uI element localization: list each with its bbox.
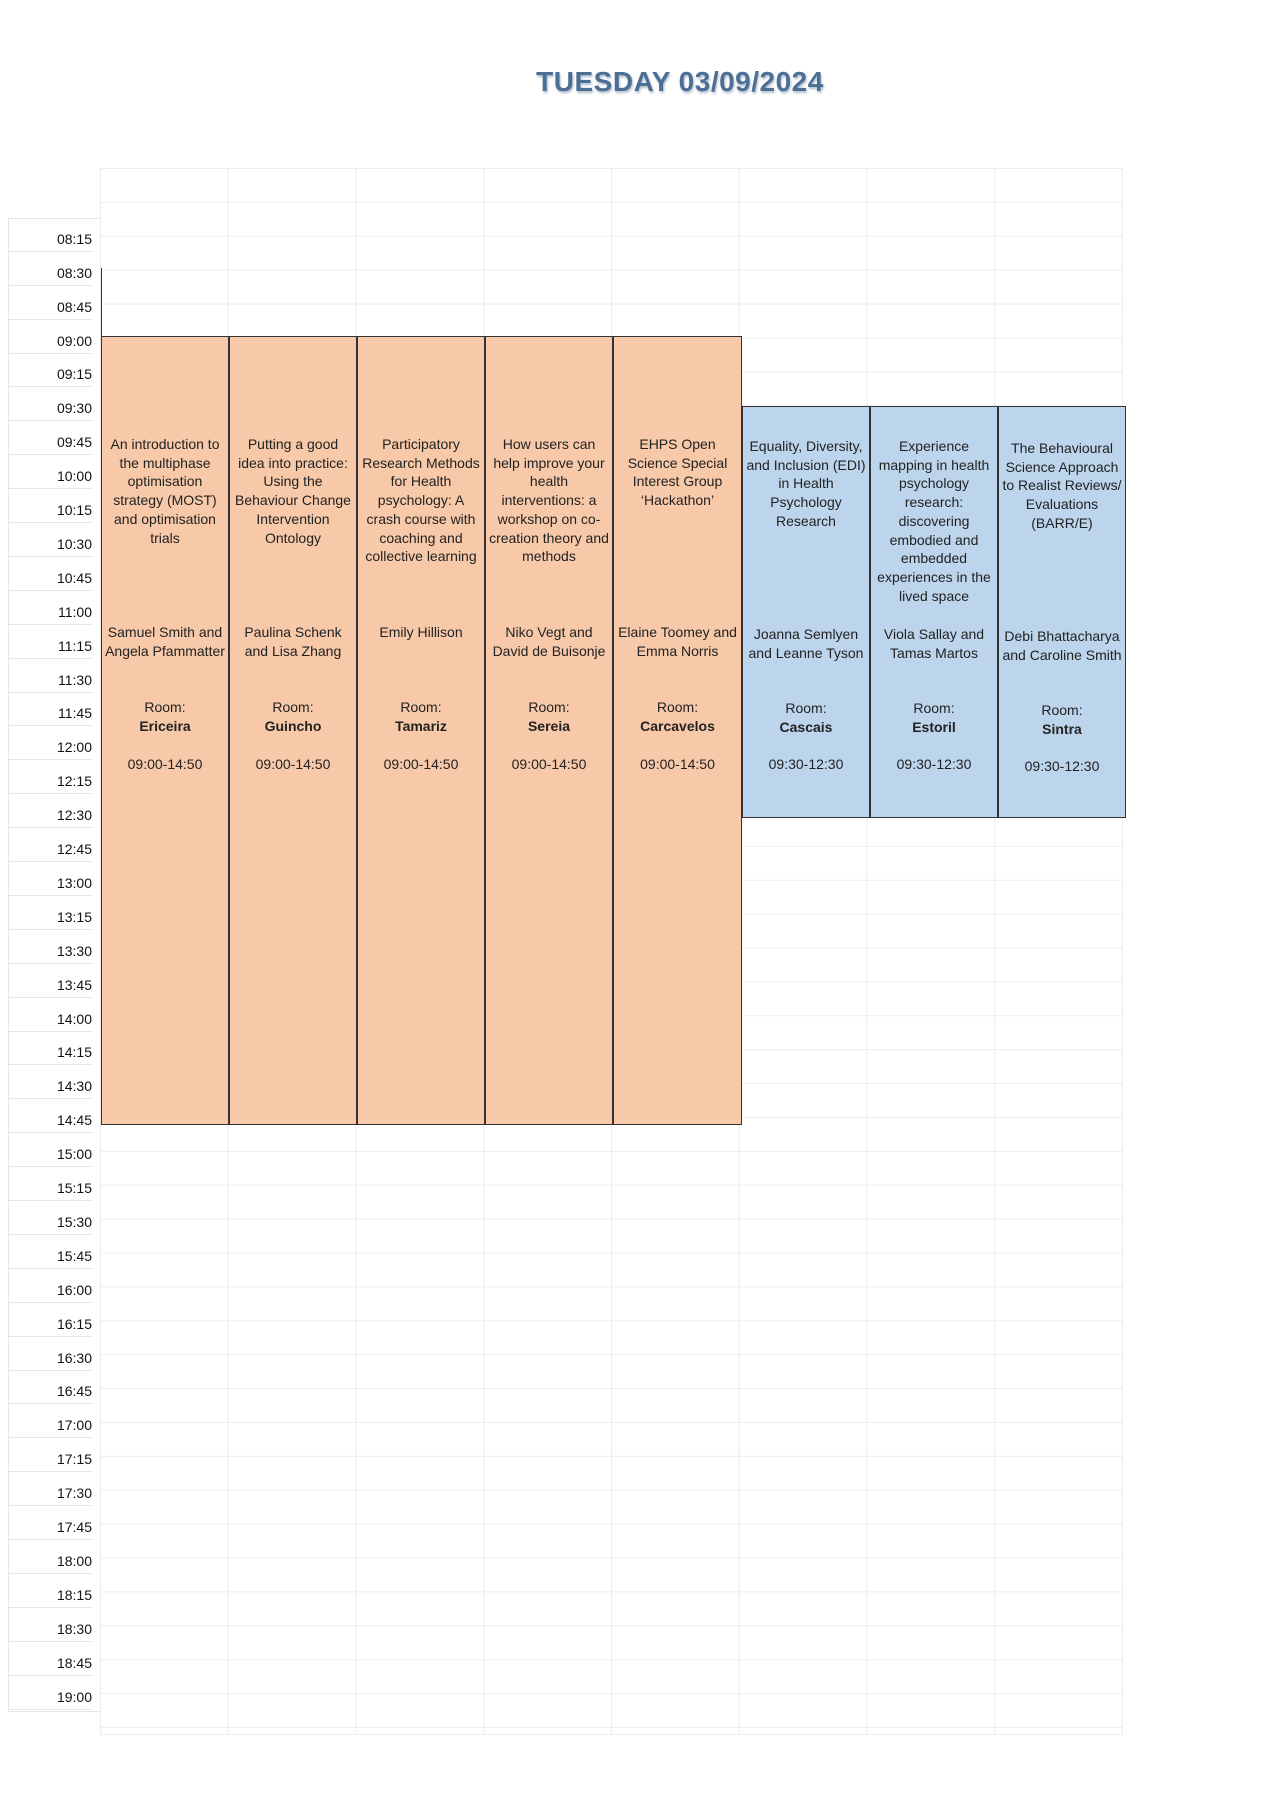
time-label	[8, 1676, 92, 1710]
time-label-text: 17:00	[56, 1417, 92, 1434]
time-label-text: 16:30	[56, 1349, 92, 1366]
time-label	[8, 286, 92, 320]
time-label	[8, 1235, 92, 1269]
time-label	[8, 896, 92, 930]
time-label-text: 10:15	[56, 502, 92, 519]
time-label	[8, 625, 92, 659]
room-label: Room:	[1041, 702, 1083, 718]
session-room	[105, 698, 225, 735]
time-label-text: 10:45	[56, 569, 92, 586]
time-label-text: 18:00	[56, 1552, 92, 1569]
room-name: Carcavelos	[640, 717, 715, 734]
time-label	[8, 1269, 92, 1303]
time-label	[8, 388, 92, 422]
time-label-text: 12:15	[56, 773, 92, 790]
room-name: Tamariz	[395, 717, 447, 734]
time-label	[8, 1371, 92, 1405]
time-label-text: 12:30	[56, 807, 92, 824]
time-label	[8, 964, 92, 998]
session-time: 09:00-14:50	[127, 756, 203, 772]
grid-divider	[101, 268, 102, 336]
time-label-text: 17:30	[56, 1485, 92, 1502]
time-label-text: 08:45	[56, 298, 92, 315]
session-room	[617, 698, 738, 735]
time-label-text: 18:15	[56, 1586, 92, 1603]
time-label	[8, 1438, 92, 1472]
time-label-text: 18:30	[56, 1620, 92, 1637]
session-time: 09:30-12:30	[896, 756, 972, 772]
time-label-text: 11:15	[58, 637, 92, 654]
room-name: Sintra	[1042, 720, 1082, 737]
time-label	[8, 1099, 92, 1133]
time-label-text: 12:45	[56, 841, 92, 858]
time-label-text: 08:15	[56, 230, 92, 247]
session-presenters: Paulina Schenk and Lisa Zhang	[244, 624, 342, 659]
time-label-text: 13:30	[56, 942, 92, 959]
time-label	[8, 727, 92, 761]
session-card-edi[interactable]	[742, 406, 870, 818]
session-title: Experience mapping in health psychology research: discovering embodied and embedded experiences in the lived space	[877, 438, 991, 604]
time-label	[8, 320, 92, 354]
time-label-text: 11:45	[58, 705, 92, 722]
session-presenters: Niko Vegt and David de Buisonje	[492, 624, 606, 659]
time-label	[8, 1133, 92, 1167]
time-label-text: 16:45	[56, 1383, 92, 1400]
session-time: 09:30-12:30	[768, 756, 844, 772]
session-title: How users can help improve your health interventions: a workshop on co-creation theory and methods	[489, 436, 609, 565]
session-room	[746, 699, 866, 736]
session-title: An introduction to the multiphase optimisation strategy (MOST) and optimisation trials	[110, 436, 220, 546]
time-label-text: 15:15	[56, 1180, 92, 1197]
time-label-text: 11:30	[58, 671, 92, 688]
room-name: Ericeira	[139, 717, 191, 734]
session-card-barre[interactable]	[998, 406, 1126, 818]
time-label	[8, 1032, 92, 1066]
time-label-text: 19:00	[56, 1688, 92, 1705]
time-label	[8, 1642, 92, 1676]
time-label-text: 09:45	[56, 434, 92, 451]
time-label	[8, 998, 92, 1032]
room-name: Sereia	[527, 717, 571, 734]
session-room	[1002, 701, 1122, 738]
time-label-text: 15:30	[56, 1213, 92, 1230]
time-label	[8, 1472, 92, 1506]
time-label	[8, 828, 92, 862]
time-label-text: 09:15	[56, 366, 92, 383]
session-title: Participatory Research Methods for Health psychology: A crash course with coaching and collective learning	[362, 436, 480, 565]
time-label-text: 09:30	[56, 400, 92, 417]
time-label	[8, 354, 92, 388]
session-card-bcio[interactable]	[229, 336, 357, 1125]
time-label-text: 13:15	[56, 908, 92, 925]
time-label	[8, 760, 92, 794]
time-label-text: 16:00	[56, 1281, 92, 1298]
room-name: Guincho	[264, 717, 322, 734]
session-time: 09:00-14:50	[640, 756, 715, 772]
time-label	[8, 794, 92, 828]
room-name: Cascais	[779, 718, 833, 735]
time-label	[8, 1574, 92, 1608]
time-label-text: 15:00	[56, 1146, 92, 1163]
session-time: 09:30-12:30	[1024, 758, 1100, 774]
time-label-text: 14:15	[56, 1044, 92, 1061]
session-presenters: Emily Hillison	[379, 624, 463, 640]
session-card-experience-mapping[interactable]	[870, 406, 998, 818]
time-label-text: 13:45	[56, 976, 92, 993]
session-time: 09:00-14:50	[511, 756, 587, 772]
time-label-text: 14:45	[56, 1112, 92, 1129]
time-label	[8, 1201, 92, 1235]
session-card-most[interactable]	[101, 336, 229, 1125]
session-room	[874, 699, 994, 736]
room-label: Room:	[656, 699, 699, 715]
session-title: The Behavioural Science Approach to Realist Reviews/ Evaluations (BARR/E)	[1002, 440, 1122, 531]
time-label	[8, 1066, 92, 1100]
time-label	[8, 1405, 92, 1439]
time-label-text: 16:15	[56, 1315, 92, 1332]
session-title: EHPS Open Science Special Interest Group ‘Hackathon’	[627, 436, 728, 509]
time-label-text: 17:45	[56, 1519, 92, 1536]
room-label: Room:	[400, 699, 442, 715]
time-label-text: 10:00	[56, 468, 92, 485]
session-presenters: Viola Sallay and Tamas Martos	[883, 626, 985, 661]
time-label	[8, 1167, 92, 1201]
time-label-text: 17:15	[56, 1451, 92, 1468]
session-time: 09:00-14:50	[255, 756, 331, 772]
session-time: 09:00-14:50	[383, 756, 459, 772]
session-presenters: Elaine Toomey and Emma Norris	[618, 624, 737, 659]
room-label: Room:	[272, 699, 314, 715]
time-label-text: 13:00	[56, 874, 92, 891]
time-label-text: 14:00	[56, 1010, 92, 1027]
session-card-hackathon[interactable]	[613, 336, 742, 1125]
time-label	[8, 693, 92, 727]
time-label-text: 10:30	[56, 535, 92, 552]
time-label-text: 08:30	[56, 264, 92, 281]
room-label: Room:	[913, 700, 955, 716]
time-label	[8, 659, 92, 693]
room-label: Room:	[785, 700, 827, 716]
time-label	[8, 1540, 92, 1574]
session-presenters: Joanna Semlyen and Leanne Tyson	[748, 626, 864, 661]
page-title: TUESDAY 03/09/2024	[536, 66, 824, 97]
session-room	[489, 698, 609, 735]
time-label	[8, 1303, 92, 1337]
session-room	[361, 698, 481, 735]
time-label	[8, 1506, 92, 1540]
time-label	[8, 523, 92, 557]
room-label: Room:	[528, 699, 570, 715]
time-label	[8, 455, 92, 489]
session-card-cocreation[interactable]	[485, 336, 613, 1125]
time-label	[8, 930, 92, 964]
room-name: Estoril	[912, 718, 956, 735]
time-label	[8, 862, 92, 896]
time-label	[8, 252, 92, 286]
session-title: Equality, Diversity, and Inclusion (EDI) in Health Psychology Research	[746, 438, 866, 529]
time-label	[8, 218, 92, 252]
time-label-text: 09:00	[56, 332, 92, 349]
session-card-participatory[interactable]	[357, 336, 485, 1125]
time-label	[8, 591, 92, 625]
time-label-text: 11:00	[58, 603, 92, 620]
time-label-text: 12:00	[56, 739, 92, 756]
time-label	[8, 557, 92, 591]
time-label-text: 15:45	[56, 1247, 92, 1264]
time-label-text: 14:30	[56, 1078, 92, 1095]
time-label	[8, 1337, 92, 1371]
time-label-text: 18:45	[56, 1654, 92, 1671]
session-title: Putting a good idea into practice: Using the Behaviour Change Intervention Ontology	[235, 436, 351, 546]
time-label	[8, 421, 92, 455]
time-label	[8, 1608, 92, 1642]
time-label	[8, 489, 92, 523]
session-presenters: Samuel Smith and Angela Pfammatter	[105, 624, 225, 659]
session-room	[233, 698, 353, 735]
session-presenters: Debi Bhattacharya and Caroline Smith	[1002, 628, 1122, 663]
room-label: Room:	[144, 699, 186, 715]
